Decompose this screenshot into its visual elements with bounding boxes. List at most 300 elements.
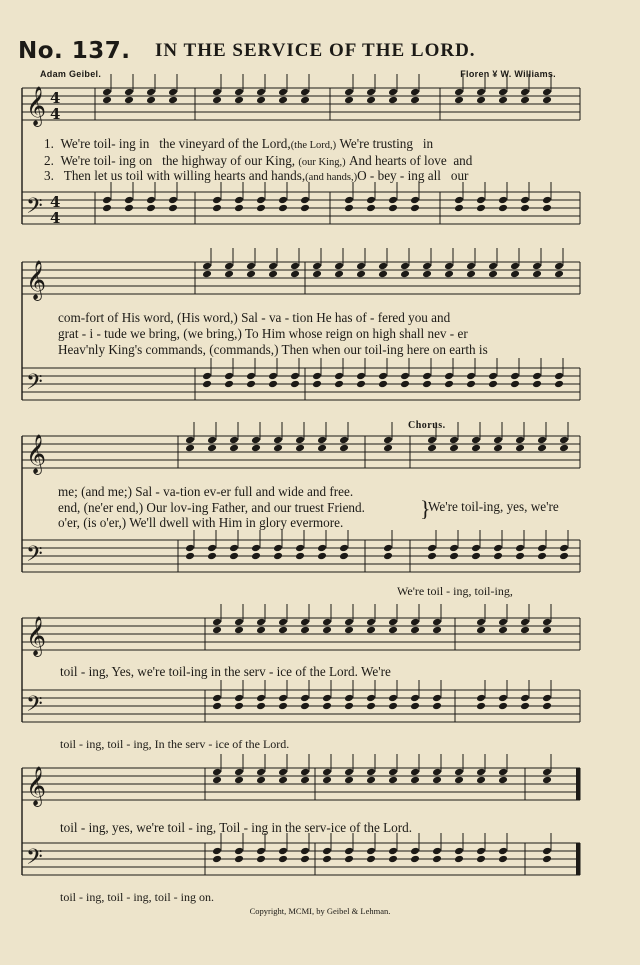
note-head	[212, 626, 222, 635]
note-head	[383, 444, 393, 453]
note-head	[493, 436, 503, 445]
note-head	[207, 436, 217, 445]
note-head	[515, 544, 525, 553]
note-head	[322, 702, 332, 711]
note-head	[278, 776, 288, 785]
hymn-title: IN THE SERVICE OF THE LORD.	[155, 40, 476, 61]
note-head	[295, 436, 305, 445]
note-head	[378, 372, 388, 381]
note-head	[256, 847, 266, 856]
note-head	[488, 262, 498, 271]
note-head	[388, 694, 398, 703]
note-head	[410, 88, 420, 97]
composer-credit: Adam Geibel.	[40, 69, 102, 79]
note-head	[366, 694, 376, 703]
note-head	[466, 372, 476, 381]
copyright-notice: Copyright, MCMI, by Geibel & Lehman.	[249, 906, 391, 916]
note-head	[102, 88, 112, 97]
note-head	[234, 776, 244, 785]
note-head	[234, 96, 244, 105]
note-head	[410, 776, 420, 785]
note-head	[224, 262, 234, 271]
note-head	[356, 270, 366, 279]
note-head	[344, 196, 354, 205]
bass-clef: 𝄢	[26, 370, 43, 400]
note-head	[339, 544, 349, 553]
note-head	[542, 626, 552, 635]
lyric-line: me; (and me;) Sal - va-tion ev-er full and wide and free.	[58, 484, 354, 499]
note-head	[300, 855, 310, 864]
lyric-line: Heav'nly King's commands, (commands,) Then when our toil-ing here on earth is	[58, 342, 488, 357]
note-head	[339, 552, 349, 561]
note-head	[234, 618, 244, 627]
note-head	[356, 262, 366, 271]
note-head	[251, 436, 261, 445]
note-head	[168, 204, 178, 213]
note-head	[356, 380, 366, 389]
note-head	[273, 552, 283, 561]
lyric-line: o'er, (is o'er,) We'll dwell with Him in glory evermore.	[58, 515, 344, 530]
note-head	[410, 694, 420, 703]
note-head	[554, 270, 564, 279]
note-head	[476, 196, 486, 205]
treble-clef: 𝄞	[26, 616, 47, 656]
lyric-line: 3. Then let us toil with willing hearts and hands,(and hands,)O - bey - ing all our	[44, 168, 469, 183]
bass-clef: 𝄢	[26, 542, 43, 572]
note-head	[256, 626, 266, 635]
note-head	[366, 776, 376, 785]
note-head	[476, 702, 486, 711]
note-head	[278, 204, 288, 213]
note-head	[246, 380, 256, 389]
note-head	[344, 694, 354, 703]
note-head	[542, 88, 552, 97]
note-head	[542, 702, 552, 711]
note-head	[520, 702, 530, 711]
note-head	[234, 702, 244, 711]
note-head	[300, 96, 310, 105]
bass-clef: 𝄢	[26, 194, 43, 224]
note-head	[102, 204, 112, 213]
note-head	[554, 262, 564, 271]
note-head	[542, 768, 552, 777]
note-head	[498, 96, 508, 105]
note-head	[422, 380, 432, 389]
note-head	[422, 372, 432, 381]
note-head	[427, 552, 437, 561]
note-head	[520, 618, 530, 627]
note-head	[317, 436, 327, 445]
note-head	[542, 694, 552, 703]
note-head	[515, 444, 525, 453]
note-head	[400, 372, 410, 381]
note-head	[388, 776, 398, 785]
note-head	[454, 204, 464, 213]
note-head	[537, 544, 547, 553]
note-head	[356, 372, 366, 381]
note-head	[520, 626, 530, 635]
note-head	[168, 96, 178, 105]
note-head	[268, 270, 278, 279]
note-head	[334, 380, 344, 389]
note-head	[334, 372, 344, 381]
note-head	[256, 88, 266, 97]
time-signature-top: 4	[50, 89, 61, 107]
lyric-line: 1. We're toil- ing in the vineyard of the Lord,(the Lord,) We're trusting in	[44, 136, 434, 151]
note-head	[256, 702, 266, 711]
treble-clef: 𝄞	[26, 260, 47, 300]
note-head	[366, 196, 376, 205]
note-head	[378, 380, 388, 389]
note-head	[224, 270, 234, 279]
note-head	[300, 776, 310, 785]
note-head	[212, 618, 222, 627]
note-head	[212, 847, 222, 856]
note-head	[410, 196, 420, 205]
note-head	[278, 88, 288, 97]
note-head	[498, 847, 508, 856]
note-head	[498, 626, 508, 635]
note-head	[532, 262, 542, 271]
note-head	[234, 855, 244, 864]
note-head	[290, 372, 300, 381]
note-head	[432, 847, 442, 856]
note-head	[317, 444, 327, 453]
note-head	[234, 196, 244, 205]
lyric-line: grat - i - tude we bring, (we bring,) To Him whose reign on high shall nev - er	[58, 326, 468, 341]
note-head	[344, 855, 354, 864]
note-head	[278, 702, 288, 711]
note-head	[256, 768, 266, 777]
note-head	[427, 436, 437, 445]
note-head	[454, 96, 464, 105]
note-head	[202, 372, 212, 381]
note-head	[476, 96, 486, 105]
chorus-label: Chorus.	[408, 420, 446, 431]
note-head	[366, 96, 376, 105]
note-head	[124, 196, 134, 205]
note-head	[278, 768, 288, 777]
note-head	[559, 552, 569, 561]
note-head	[410, 847, 420, 856]
note-head	[344, 618, 354, 627]
note-head	[537, 444, 547, 453]
note-head	[498, 204, 508, 213]
note-head	[383, 544, 393, 553]
note-head	[432, 776, 442, 785]
note-head	[388, 88, 398, 97]
note-head	[322, 694, 332, 703]
lyric-line: com-fort of His word, (His word,) Sal - va - tion He has of - fered you and	[58, 310, 451, 325]
note-head	[454, 768, 464, 777]
note-head	[537, 552, 547, 561]
lyric-line: toil - ing, toil - ing, toil - ing on.	[60, 890, 214, 904]
final-bar-line	[576, 768, 580, 800]
note-head	[476, 855, 486, 864]
note-head	[202, 270, 212, 279]
note-head	[278, 847, 288, 856]
note-head	[498, 768, 508, 777]
note-head	[471, 444, 481, 453]
note-head	[234, 204, 244, 213]
chorus-lyric: We're toil-ing, yes, we're	[428, 499, 559, 514]
note-head	[224, 372, 234, 381]
note-head	[520, 88, 530, 97]
note-head	[554, 372, 564, 381]
note-head	[273, 544, 283, 553]
note-head	[146, 204, 156, 213]
note-head	[515, 552, 525, 561]
note-head	[454, 847, 464, 856]
note-head	[476, 618, 486, 627]
note-head	[322, 626, 332, 635]
note-head	[542, 96, 552, 105]
note-head	[542, 776, 552, 785]
lyric-line: 2. We're toil- ing on the highway of our King, (our King,) And hearts of love and	[44, 153, 473, 168]
note-head	[422, 262, 432, 271]
note-head	[124, 204, 134, 213]
lyric-line: toil - ing, toil - ing, In the serv - ice of the Lord.	[60, 737, 290, 751]
note-head	[532, 372, 542, 381]
note-head	[493, 552, 503, 561]
note-head	[278, 855, 288, 864]
note-head	[273, 436, 283, 445]
note-head	[185, 436, 195, 445]
note-head	[256, 694, 266, 703]
note-head	[344, 88, 354, 97]
note-head	[427, 544, 437, 553]
note-head	[471, 552, 481, 561]
note-head	[542, 196, 552, 205]
note-head	[388, 768, 398, 777]
note-head	[498, 196, 508, 205]
note-head	[168, 88, 178, 97]
note-head	[388, 847, 398, 856]
note-head	[515, 436, 525, 445]
note-head	[224, 380, 234, 389]
note-head	[229, 444, 239, 453]
note-head	[400, 262, 410, 271]
note-head	[268, 262, 278, 271]
note-head	[493, 444, 503, 453]
note-head	[202, 262, 212, 271]
note-head	[246, 372, 256, 381]
note-head	[290, 262, 300, 271]
note-head	[251, 444, 261, 453]
note-head	[229, 436, 239, 445]
note-head	[366, 626, 376, 635]
note-head	[454, 88, 464, 97]
note-head	[366, 88, 376, 97]
note-head	[476, 626, 486, 635]
note-head	[251, 552, 261, 561]
brace: }	[420, 496, 431, 521]
treble-clef: 𝄞	[26, 434, 47, 474]
note-head	[383, 552, 393, 561]
note-head	[300, 694, 310, 703]
time-signature-bottom: 4	[50, 209, 61, 227]
note-head	[212, 196, 222, 205]
note-head	[273, 444, 283, 453]
author-credit: Floren ¥ W. Williams.	[460, 69, 556, 79]
note-head	[268, 372, 278, 381]
note-head	[388, 855, 398, 864]
note-head	[476, 776, 486, 785]
note-head	[229, 552, 239, 561]
note-head	[300, 847, 310, 856]
note-head	[410, 618, 420, 627]
note-head	[542, 618, 552, 627]
note-head	[366, 768, 376, 777]
note-head	[334, 262, 344, 271]
note-head	[322, 855, 332, 864]
note-head	[366, 847, 376, 856]
note-head	[400, 270, 410, 279]
note-head	[312, 372, 322, 381]
note-head	[410, 855, 420, 864]
note-head	[410, 702, 420, 711]
note-head	[410, 96, 420, 105]
time-signature-bottom: 4	[50, 105, 61, 123]
note-head	[300, 768, 310, 777]
note-head	[444, 262, 454, 271]
note-head	[432, 618, 442, 627]
note-head	[234, 88, 244, 97]
note-head	[388, 196, 398, 205]
note-head	[146, 196, 156, 205]
note-head	[432, 855, 442, 864]
note-head	[344, 204, 354, 213]
note-head	[510, 380, 520, 389]
note-head	[498, 855, 508, 864]
note-head	[400, 380, 410, 389]
note-head	[520, 204, 530, 213]
note-head	[378, 262, 388, 271]
note-head	[300, 626, 310, 635]
note-head	[542, 855, 552, 864]
note-head	[207, 552, 217, 561]
note-head	[476, 847, 486, 856]
note-head	[251, 544, 261, 553]
note-head	[498, 88, 508, 97]
note-head	[444, 270, 454, 279]
note-head	[444, 372, 454, 381]
note-head	[234, 694, 244, 703]
note-head	[278, 626, 288, 635]
time-signature-top: 4	[50, 193, 61, 211]
note-head	[498, 618, 508, 627]
note-head	[383, 436, 393, 445]
note-head	[322, 776, 332, 785]
note-head	[476, 88, 486, 97]
note-head	[256, 204, 266, 213]
note-head	[532, 380, 542, 389]
note-head	[300, 618, 310, 627]
note-head	[234, 768, 244, 777]
note-head	[290, 380, 300, 389]
note-head	[520, 196, 530, 205]
note-head	[454, 776, 464, 785]
note-head	[339, 444, 349, 453]
note-head	[471, 544, 481, 553]
note-head	[449, 544, 459, 553]
note-head	[344, 626, 354, 635]
note-head	[278, 694, 288, 703]
note-head	[388, 204, 398, 213]
note-head	[498, 702, 508, 711]
note-head	[256, 776, 266, 785]
note-head	[422, 270, 432, 279]
note-head	[471, 436, 481, 445]
note-head	[344, 776, 354, 785]
note-head	[520, 96, 530, 105]
note-head	[476, 694, 486, 703]
note-head	[278, 96, 288, 105]
note-head	[410, 626, 420, 635]
note-head	[207, 444, 217, 453]
note-head	[268, 380, 278, 389]
note-head	[559, 544, 569, 553]
note-head	[449, 552, 459, 561]
note-head	[466, 380, 476, 389]
note-head	[344, 768, 354, 777]
note-head	[234, 847, 244, 856]
note-head	[344, 702, 354, 711]
note-head	[300, 702, 310, 711]
note-head	[229, 544, 239, 553]
note-head	[366, 204, 376, 213]
note-head	[344, 96, 354, 105]
note-head	[554, 380, 564, 389]
note-head	[317, 544, 327, 553]
note-head	[312, 380, 322, 389]
note-head	[334, 270, 344, 279]
final-bar-line	[576, 843, 580, 875]
note-head	[185, 444, 195, 453]
note-head	[366, 855, 376, 864]
note-head	[532, 270, 542, 279]
note-head	[278, 196, 288, 205]
note-head	[256, 196, 266, 205]
note-head	[510, 372, 520, 381]
note-head	[432, 694, 442, 703]
note-head	[388, 702, 398, 711]
note-head	[312, 262, 322, 271]
note-head	[295, 444, 305, 453]
note-head	[339, 436, 349, 445]
lyric-line: toil - ing, yes, we're toil - ing, Toil - ing in the serv-ice of the Lord.	[60, 820, 413, 835]
note-head	[300, 196, 310, 205]
note-head	[449, 444, 459, 453]
note-head	[146, 96, 156, 105]
note-head	[102, 196, 112, 205]
note-head	[537, 436, 547, 445]
note-head	[388, 96, 398, 105]
note-head	[185, 552, 195, 561]
lyric-line: end, (ne'er end,) Our lov-ing Father, and our truest Friend.	[58, 500, 365, 515]
note-head	[410, 768, 420, 777]
lyric-line: toil - ing, Yes, we're toil-ing in the serv - ice of the Lord. We're	[60, 664, 391, 679]
note-head	[444, 380, 454, 389]
note-head	[295, 544, 305, 553]
note-head	[312, 270, 322, 279]
note-head	[322, 618, 332, 627]
note-head	[466, 262, 476, 271]
note-head	[449, 436, 459, 445]
note-head	[102, 96, 112, 105]
note-head	[207, 544, 217, 553]
note-head	[410, 204, 420, 213]
